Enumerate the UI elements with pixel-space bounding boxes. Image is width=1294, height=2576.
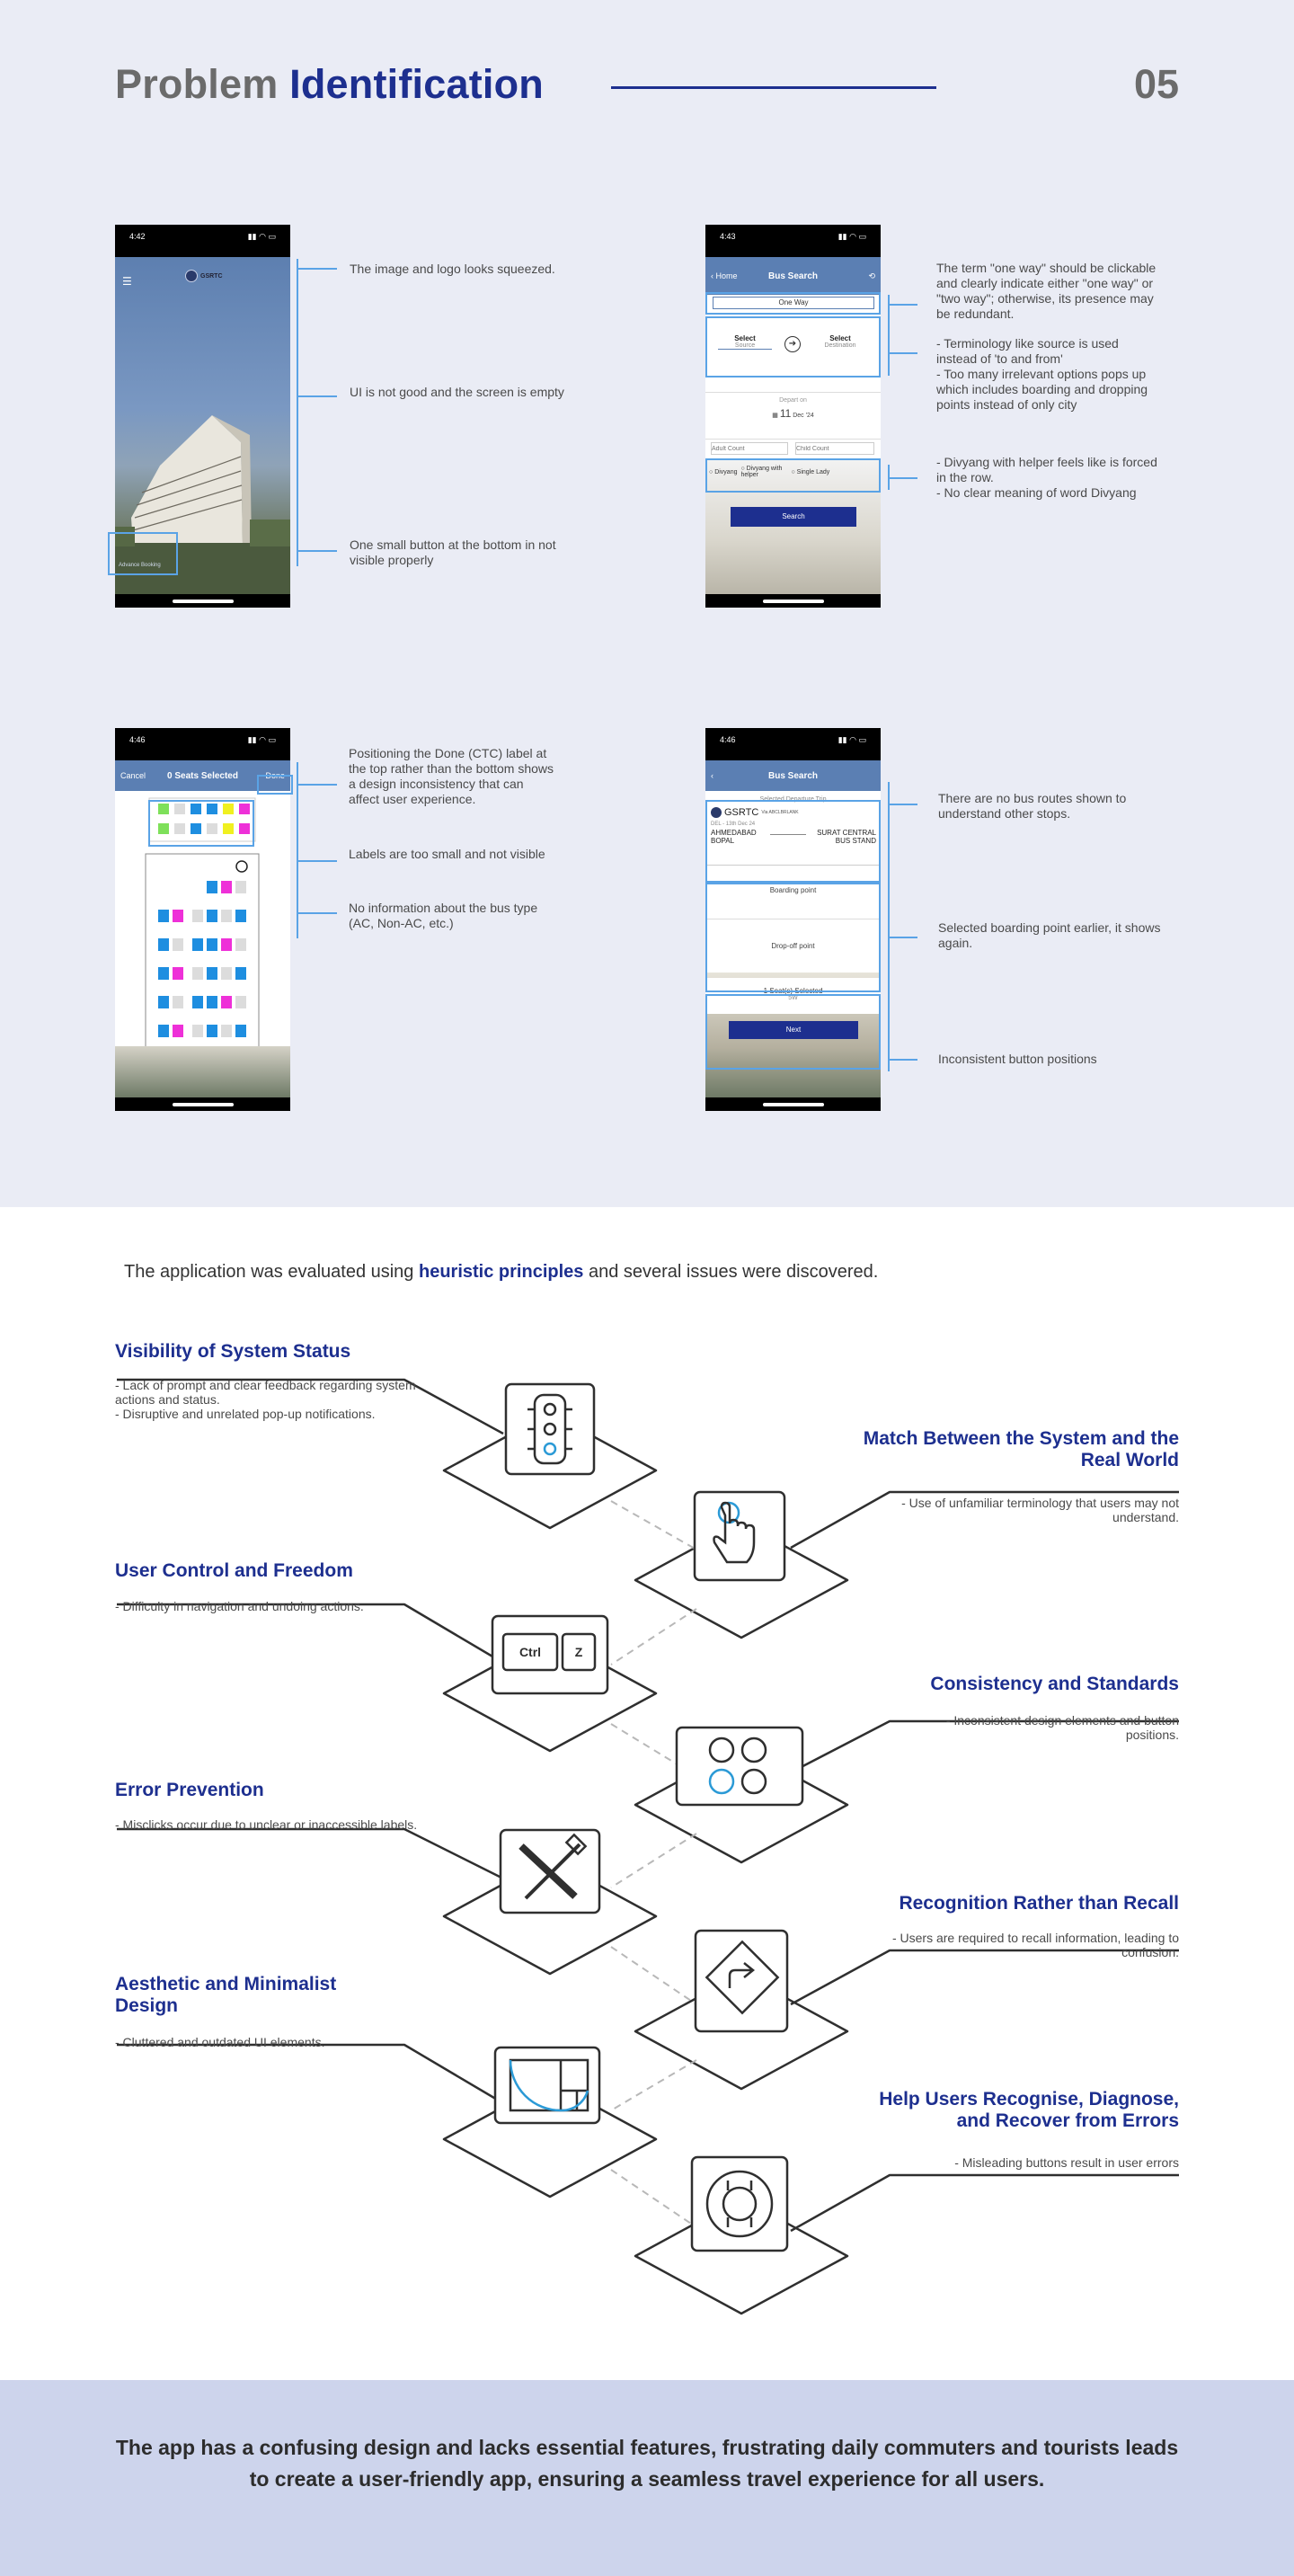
heuristic-3-title: User Control and Freedom <box>115 1560 353 1581</box>
operator-row: GSRTC Via ABCLBRLANK <box>711 807 799 818</box>
divyang-radio[interactable]: ○ Divyang <box>709 468 738 475</box>
heuristics-intro: The application was evaluated using heuristic principles and several issues were discovered. <box>124 1262 879 1282</box>
seat[interactable] <box>158 967 169 980</box>
seat[interactable] <box>221 938 232 951</box>
cancel-button[interactable]: Cancel <box>120 771 146 780</box>
home-indicator <box>173 600 234 603</box>
highlight-buttons <box>705 994 881 1070</box>
swap-icon[interactable]: ➔ <box>784 336 801 352</box>
back-home-button[interactable]: ‹ Home <box>711 271 738 280</box>
note-trip-3: Inconsistent button positions <box>938 1052 1097 1066</box>
note-seat-2: Labels are too small and not visible <box>349 847 545 861</box>
status-icons: ▮▮ ◠ ▭ <box>838 735 866 744</box>
home-indicator <box>763 1103 824 1106</box>
seat[interactable] <box>173 996 183 1008</box>
status-icons: ▮▮ ◠ ▭ <box>247 232 276 241</box>
highlight-boarding-points <box>705 883 881 992</box>
done-button[interactable]: Done <box>265 771 285 780</box>
status-time: 4:46 <box>720 735 736 744</box>
seat[interactable] <box>192 938 203 951</box>
divyang-helper-radio[interactable]: ○ Divyang with helper <box>740 466 783 478</box>
seat[interactable] <box>173 967 183 980</box>
problem-identification-section <box>0 0 1294 1207</box>
heuristic-5-desc: - Misclicks occur due to unclear or inaccessible labels. <box>115 1817 418 1832</box>
seat[interactable] <box>235 910 246 922</box>
seat[interactable] <box>235 881 246 893</box>
status-time: 4:42 <box>129 232 146 241</box>
conclusion-text: The app has a confusing design and lacks essential features, frustrating daily commuters and tourists leads to create a user-friendly app, ensuring a seamless travel experience for all users. <box>115 2436 1179 2491</box>
bus-search-phone <box>705 225 881 608</box>
circles-grid-icon <box>677 1728 802 1805</box>
note-trip-2: Selected boarding point earlier, it shows again. <box>938 920 1161 950</box>
menu-icon[interactable]: ☰ <box>122 275 132 288</box>
seat[interactable] <box>158 1025 169 1037</box>
heuristic-7-title: Aesthetic and Minimalist Design <box>115 1974 337 2016</box>
heuristic-7-desc: - Cluttered and outdated UI elements. <box>115 2035 325 2049</box>
seat[interactable] <box>235 996 246 1008</box>
seat[interactable] <box>207 996 217 1008</box>
advance-booking-button[interactable]: Advance Booking <box>119 563 161 568</box>
highlight-done-label <box>257 775 293 795</box>
seat[interactable] <box>235 1025 246 1037</box>
seat[interactable] <box>173 938 183 951</box>
heuristic-6-desc: - Users are required to recall information, leading to confusion. <box>891 1931 1179 1959</box>
note-splash-2: UI is not good and the screen is empty <box>350 385 564 399</box>
seat[interactable] <box>221 967 232 980</box>
source-selector[interactable]: Select Source <box>718 334 772 350</box>
seat[interactable] <box>235 967 246 980</box>
annotation-line-splash <box>297 259 298 566</box>
app-bar: ‹ Bus Search <box>705 760 881 791</box>
seat[interactable] <box>221 910 232 922</box>
destination-selector[interactable]: Select Destination <box>824 334 856 349</box>
highlight-one-way <box>705 292 881 315</box>
heuristic-8-title: Help Users Recognise, Diagnose, and Recover from Errors <box>879 2089 1179 2131</box>
heuristic-6-title: Recognition Rather than Recall <box>899 1893 1179 1914</box>
note-bus-search-3: - Divyang with helper feels like is forced in the row. - No clear meaning of word Divyang <box>936 455 1157 500</box>
dropoff-point-button[interactable]: Drop-off point <box>771 942 815 950</box>
seat[interactable] <box>158 996 169 1008</box>
seat[interactable] <box>207 1025 217 1037</box>
heuristic-5-title: Error Prevention <box>115 1780 264 1800</box>
heuristics-diagram <box>0 1312 1294 2391</box>
status-time: 4:43 <box>720 232 736 241</box>
app-bar: ‹ Home Bus Search ⟲ <box>705 257 881 295</box>
heuristic-8-desc: - Misleading buttons result in user errors <box>954 2155 1179 2170</box>
page-number: 05 <box>1133 61 1179 107</box>
gsrtc-logo: GSRTC <box>185 270 223 282</box>
seat[interactable] <box>207 881 217 893</box>
seats-selected-panel: 1 Seat(s) Selected 5W <box>705 978 881 1014</box>
boarding-point-button[interactable]: Boarding point <box>769 886 817 894</box>
highlight-divyang-options <box>705 458 881 493</box>
status-icons: ▮▮ ◠ ▭ <box>838 232 866 241</box>
seat[interactable] <box>221 1025 232 1037</box>
child-count-input[interactable] <box>795 442 874 455</box>
highlight-seat-legend <box>148 800 254 847</box>
single-lady-radio[interactable]: ○ Single Lady <box>791 468 830 475</box>
heuristic-2-desc: - Use of unfamiliar terminology that users may not understand. <box>901 1496 1179 1524</box>
heuristic-4-title: Consistency and Standards <box>930 1674 1179 1694</box>
seat[interactable] <box>173 1025 183 1037</box>
heuristic-1-desc: - Lack of prompt and clear feedback regarding system actions and status. - Disruptive and unrelated pop-up notifications. <box>115 1378 416 1421</box>
title-divider <box>611 86 936 89</box>
status-icons: ▮▮ ◠ ▭ <box>247 735 276 744</box>
app-bar: Cancel 0 Seats Selected Done <box>115 760 290 791</box>
seat[interactable] <box>158 938 169 951</box>
seat[interactable] <box>221 996 232 1008</box>
search-button[interactable]: Search <box>731 507 856 527</box>
seat[interactable] <box>158 910 169 922</box>
one-way-toggle[interactable]: One Way <box>713 297 874 309</box>
history-icon[interactable]: ⟲ <box>868 271 875 280</box>
adult-count-input[interactable] <box>711 442 788 455</box>
note-splash-3: One small button at the bottom in not visible properly <box>350 537 556 567</box>
ctrl-key-label: Ctrl <box>518 1645 542 1659</box>
highlight-box-small-button <box>108 532 178 575</box>
traffic-light-icon <box>506 1384 594 1474</box>
seat[interactable] <box>221 881 232 893</box>
home-indicator <box>173 1103 234 1106</box>
seat[interactable] <box>192 1025 203 1037</box>
z-key-label: Z <box>574 1645 583 1659</box>
seat[interactable] <box>235 938 246 951</box>
seat[interactable] <box>173 910 183 922</box>
note-seat-1: Positioning the Done (CTC) label at the top rather than the bottom shows a design inconsistency that can affect user experience. <box>349 746 554 806</box>
back-button[interactable]: ‹ <box>711 771 713 780</box>
seat[interactable] <box>207 938 217 951</box>
note-splash-1: The image and logo looks squeezed. <box>350 262 555 276</box>
seat[interactable] <box>192 996 203 1008</box>
trip-summary-phone: 4:46 ▮▮ ◠ ▭ ‹ Bus Search Selected Departure Trip GSRTC Via ABCLBRLANK DEL - 13th Dec 24 AHMEDABAD BOPAL SURAT CENTRAL BUS STAND Boarding point Drop-off point 1 Seat(s) Selected 5W Next <box>705 728 881 1111</box>
depart-date-field[interactable]: Depart on ▦ 11 Dec '24 <box>772 397 814 420</box>
highlight-source-destination <box>705 316 881 378</box>
next-button[interactable]: Next <box>729 1021 858 1039</box>
note-trip-1: There are no bus routes shown to understand other stops. <box>938 791 1127 821</box>
calendar-icon: ▦ <box>772 413 778 419</box>
seat[interactable] <box>207 967 217 980</box>
seat[interactable] <box>207 910 217 922</box>
hand-pointer-icon <box>695 1492 784 1580</box>
heuristic-3-desc: - Difficulty in navigation and undoing actions. <box>115 1599 364 1613</box>
seat[interactable] <box>192 967 203 980</box>
conclusion-banner <box>0 2380 1294 2576</box>
seat[interactable] <box>192 910 203 922</box>
status-time: 4:46 <box>129 735 146 744</box>
heuristic-4-desc: - Inconsistent design elements and button positions. <box>945 1713 1179 1742</box>
home-indicator <box>763 600 824 603</box>
note-bus-search-2: - Terminology like source is used instead of 'to and from' - Too many irrelevant options pops up which includes boarding and dropping points instead of only city <box>936 336 1148 412</box>
highlight-route-info <box>705 800 881 883</box>
heuristic-1-title: Visibility of System Status <box>115 1341 351 1362</box>
heuristic-2-title: Match Between the System and the Real World <box>863 1428 1179 1470</box>
note-seat-3: No information about the bus type (AC, Non-AC, etc.) <box>349 901 538 930</box>
note-bus-search-1: The term "one way" should be clickable and clearly indicate either "one way" or "two way"; otherwise, its presence may be redundant. <box>936 261 1157 321</box>
page-title: Problem Identification <box>115 61 544 107</box>
